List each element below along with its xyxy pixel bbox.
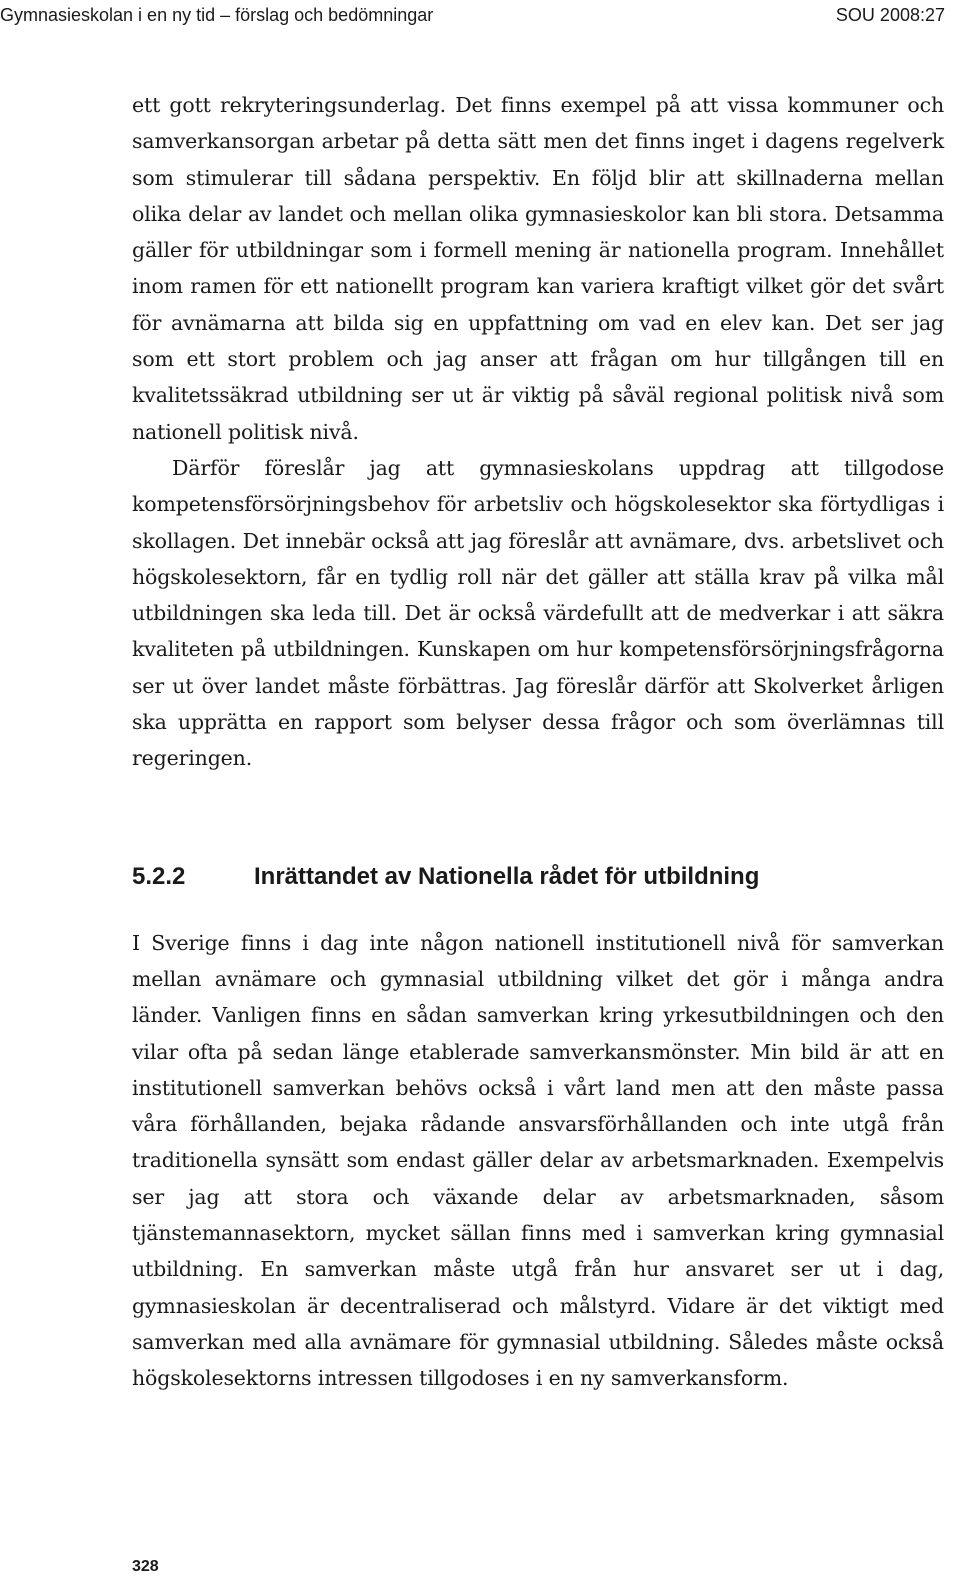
body-paragraph: ett gott rekryteringsunderlag. Det finns exempel på att vissa kommuner och samverkansorgan arbetar på detta sätt men det finns inget i dagens regelverk som stimulerar till sådana perspektiv. En följd blir att skillnaderna mellan olika delar av landet och mellan olika gymnasieskolor kan bli stora. Detsamma gäller för utbildningar som i formell mening är nationella program. Innehållet inom ramen för ett nationellt program kan variera kraftigt vilket gör det svårt för avnämarna att bilda sig en uppfattning om vad en elev kan. Det ser jag som ett stort problem och jag anser att frågan om hur tillgången till en kvalitetssäkrad utbildning ser ut är viktig på såväl regional politisk nivå som nationell politisk nivå.	[132, 93, 944, 444]
section-paragraph: I Sverige finns i dag inte någon nationell institutionell nivå för samverkan mellan avnämare och gymnasial utbildning vilket det gör i många andra länder. Vanligen finns en sådan samverkan kring yrkesutbildningen och den vilar ofta på sedan länge etablerade samverkansmönster. Min bild är att en institutionell samverkan behövs också i vårt land men att den måste passa våra förhållanden, bejaka rådande ansvarsförhållanden och inte utgå från traditionella synsätt som endast gäller delar av arbetsmarknaden. Exempelvis ser jag att stora och växande delar av arbetsmarknaden, såsom tjänstemannasektorn, mycket sällan finns med i samverkan kring gymnasial utbildning. En samverkan måste utgå från hur ansvaret ser ut i dag, gymnasieskolan är decentraliserad och målstyrd. Vidare är det viktigt med samverkan med alla avnämare för gymnasial utbildning. Således måste också högskolesektorns intressen tillgodoses i en ny samverkansform.	[132, 930, 944, 1391]
header-report-id: SOU 2008:27	[835, 4, 945, 25]
running-header	[0, 0, 945, 30]
header-title: Gymnasieskolan i en ny tid – förslag och bedömningar	[0, 4, 434, 25]
body-paragraph: Därför föreslår jag att gymnasieskolans uppdrag att tillgodose kompetensförsörjningsbehov för arbetsliv och högskolesektor ska förtydligas i skollagen. Det innebär också att jag föreslår att avnämare, dvs. arbetslivet och högskolesektorn, får en tydlig roll när det gäller att ställa krav på vilka mål utbildningen ska leda till. Det är också värdefullt att de medverkar i att säkra kvaliteten på utbildningen. Kunskapen om hur kompetensförsörjningsfrågorna ser ut över landet måste förbättras. Jag föreslår därför att Skolverket årligen ska upprätta en rapport som belyser dessa frågor och som överlämnas till regeringen.	[132, 455, 944, 771]
section-number: 5.2.2	[132, 862, 186, 890]
section-title: Inrättandet av Nationella rådet för utbildning	[254, 862, 760, 890]
page-body	[132, 87, 944, 1397]
section-heading	[132, 859, 944, 895]
page-number: 328	[132, 1558, 159, 1575]
